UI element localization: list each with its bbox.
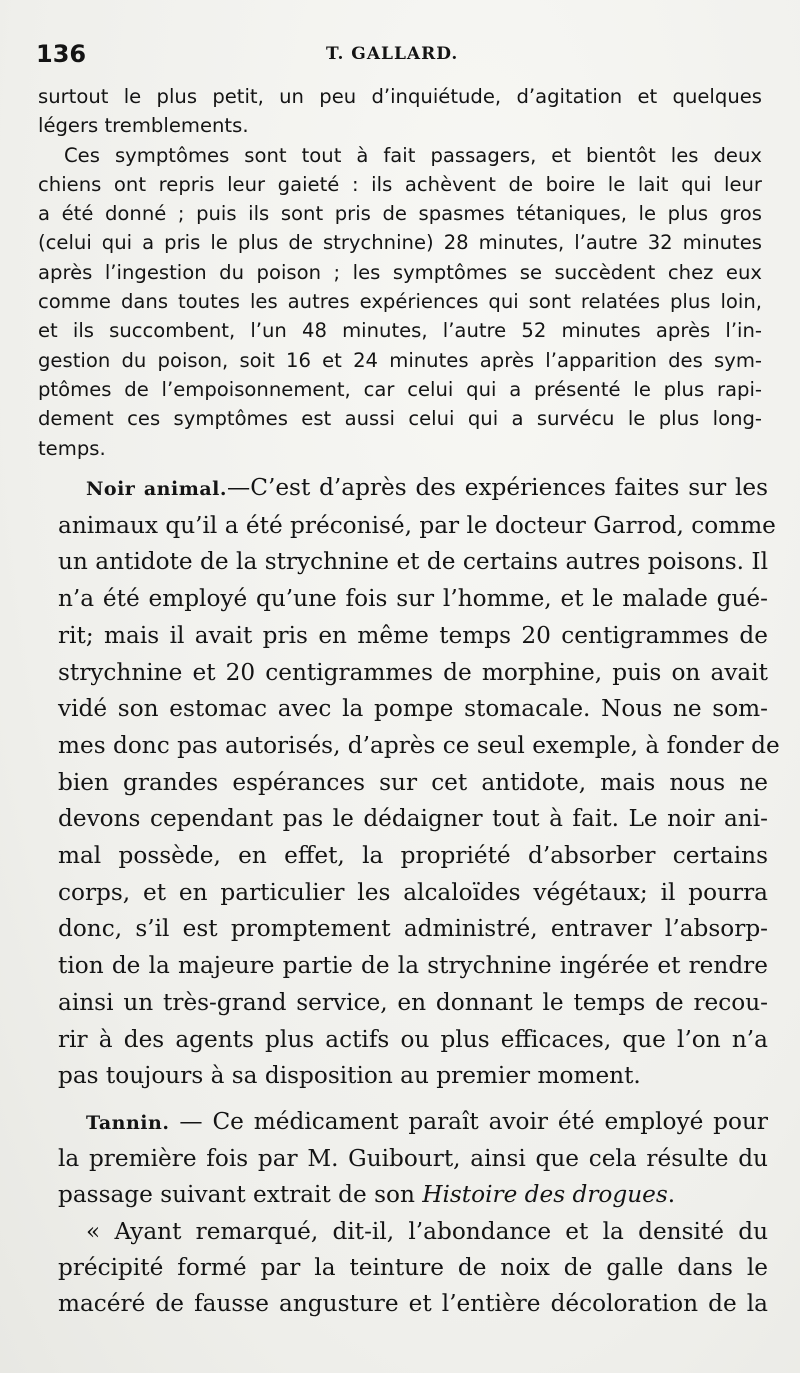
text-line: « Ayant remarqué, dit-il, l’abondance et la densité du [86, 1217, 768, 1245]
text-line: temps. [38, 436, 106, 460]
text-line [58, 1177, 768, 1213]
section-heading-noir-animal: Noir animal. [86, 478, 228, 500]
text-line: et ils succombent, l’un 48 minutes, l’autre 52 minutes après l’in- [38, 319, 762, 343]
text-line: corps, et en particulier les alcaloïdes végétaux; il pourra [58, 878, 768, 906]
text-line [58, 470, 768, 508]
book-title: Histoire des drogues [422, 1181, 668, 1209]
tannin-section [58, 1104, 768, 1322]
text-line: légers tremblements. [38, 114, 249, 138]
text-line: a été donné ; puis ils sont pris de spasmes tétaniques, le plus gros [38, 202, 762, 226]
text-run: — Ce médicament paraît avoir été employé pour [169, 1108, 768, 1135]
text-line [58, 1104, 768, 1141]
text-line: tion de la majeure partie de la strychnine ingérée et rendre [58, 952, 768, 980]
text-line: pas toujours à sa disposition au premier moment. [58, 1062, 641, 1090]
text-line: devons cependant pas le dédaigner tout à fait. Le noir ani- [58, 805, 768, 833]
text-line: surtout le plus petit, un peu d’inquiétude, d’agitation et quelques [38, 85, 762, 108]
text-line: après l’ingestion du poison ; les symptômes se succèdent chez eux [38, 260, 762, 284]
text-line: rit; mais il avait pris en même temps 20 centigrammes de [58, 621, 768, 649]
text-line: un antidote de la strychnine et de certains autres poisons. Il [58, 548, 768, 576]
text-run: passage suivant extrait de son [58, 1181, 423, 1209]
text-line: mal possède, en effet, la propriété d’absorber certains [58, 842, 768, 870]
text-line: mes donc pas autorisés, d’après ce seul exemple, à fonder de [58, 731, 780, 759]
text-line: donc, s’il est promptement administré, entraver l’absorp- [58, 915, 768, 943]
text-line: (celui qui a pris le plus de strychnine) 28 minutes, l’autre 32 minutes [38, 231, 762, 255]
text-line: dement ces symptômes est aussi celui qui a survécu le plus long- [38, 407, 762, 431]
text-line: strychnine et 20 centigrammes de morphine, puis on avait [58, 658, 768, 686]
text-line: Ces symptômes sont tout à fait passagers, et bientôt les deux [64, 143, 762, 167]
section-heading-tannin: Tannin. [86, 1112, 170, 1134]
text-line: ainsi un très-grand service, en donnant le temps de recou- [58, 988, 768, 1016]
text-line: ptômes de l’empoisonnement, car celui qui a présenté le plus rapi- [38, 377, 762, 401]
text-line: la première fois par M. Guibourt, ainsi que cela résulte du [58, 1145, 768, 1173]
text-line: animaux qu’il a été préconisé, par le docteur Garrod, comme [58, 511, 776, 539]
noir-animal-section [58, 470, 780, 1095]
text-line: gestion du poison, soit 16 et 24 minutes après l’apparition des sym- [38, 348, 762, 372]
text-line: comme dans toutes les autres expériences qui sont relatées plus loin, [38, 290, 762, 314]
text-line: précipité formé par la teinture de noix de galle dans le [58, 1253, 768, 1281]
experiment-paragraphs [38, 82, 762, 463]
text-line: chiens ont repris leur gaieté : ils achèvent de boire le lait qui leur [38, 172, 762, 196]
text-line: bien grandes espérances sur cet antidote, mais nous ne [58, 768, 768, 796]
page-header [36, 40, 776, 76]
text-line: vidé son estomac avec la pompe stomacale. Nous ne som- [58, 695, 768, 723]
text-run: . [667, 1181, 676, 1209]
text-line: macéré de fausse angusture et l’entière décoloration de la [58, 1290, 768, 1318]
text-line: rir à des agents plus actifs ou plus efficaces, que l’on n’a [58, 1025, 768, 1053]
page-number: 136 [36, 40, 87, 68]
running-head: T. GALLARD. [326, 44, 459, 64]
text-line: n’a été employé qu’une fois sur l’homme, et le malade gué- [58, 585, 768, 613]
text-run: —C’est d’après des expériences faites sur les [227, 474, 768, 501]
